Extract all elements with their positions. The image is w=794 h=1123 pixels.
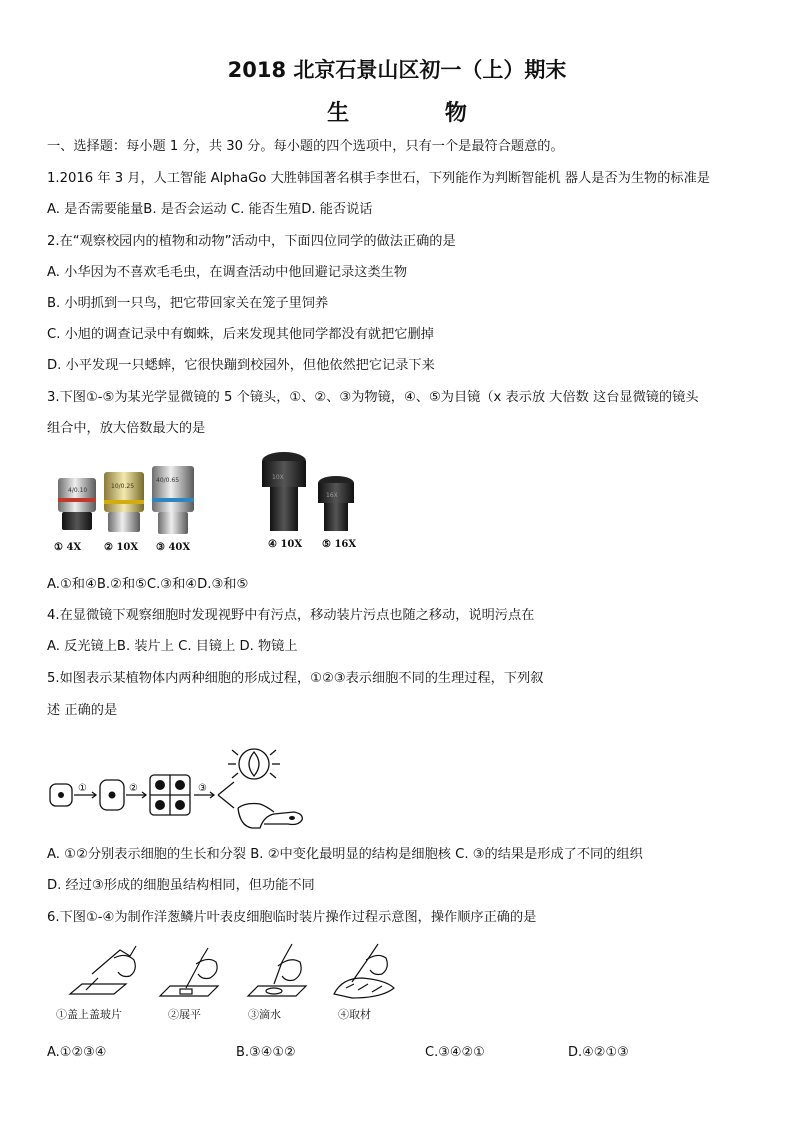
q4-stem: 4.在显微镜下观察细胞时发现视野中有污点，移动装片污点也随之移动，说明污点在 bbox=[47, 608, 535, 623]
eyepiece-lens-5-text: 16X bbox=[326, 492, 338, 499]
eyepiece-lens-5 bbox=[318, 476, 354, 531]
step-label-3: ③滴水 bbox=[248, 1008, 281, 1021]
q3-stem-line2: 组合中，放大倍数最大的是 bbox=[47, 421, 206, 436]
step-4-take-material bbox=[334, 944, 394, 998]
q6-option-c: C.③④②① bbox=[425, 1045, 485, 1060]
q2-option-c: C. 小旭的调查记录中有蜘蛛，后来发现其他同学都没有就把它删掉 bbox=[47, 327, 434, 342]
q3-stem-line1: 3.下图①-⑤为某光学显微镜的 5 个镜头，①、②、③为物镜，④、⑤为目镜（x 表示放 大倍数 这台显微镜的镜头 bbox=[47, 390, 699, 405]
q6-option-b: B.③④①② bbox=[236, 1045, 296, 1060]
step-label-1: ①盖上盖玻片 bbox=[56, 1008, 122, 1021]
cell-process-diagram bbox=[48, 742, 308, 834]
objective-lens-3 bbox=[152, 466, 194, 534]
q2-option-a: A. 小华因为不喜欢毛毛虫，在调查活动中他回避记录这类生物 bbox=[47, 265, 408, 280]
process-label-2: ② bbox=[129, 783, 138, 794]
eyepiece-lens-4 bbox=[262, 452, 306, 531]
eyepiece-lens-4-text: 10X bbox=[272, 474, 284, 481]
q5-options-abc: A. ①②分别表示细胞的生长和分裂 B. ②中变化最明显的结构是细胞核 C. ③的结果是形成了不同的组织 bbox=[47, 847, 643, 862]
q5-stem-line2: 述 正确的是 bbox=[47, 703, 118, 718]
q3-options: A.①和④B.②和⑤C.③和④D.③和⑤ bbox=[47, 577, 249, 592]
lens-label-2: ② 10X bbox=[104, 542, 139, 553]
objective-lens-3-text: 40/0.65 bbox=[156, 477, 180, 484]
objective-lens-2 bbox=[104, 472, 144, 532]
lens-label-1: ① 4X bbox=[54, 542, 82, 553]
step-3-drop-water bbox=[248, 944, 306, 996]
q2-option-d: D. 小平发现一只蟋蟀，它很快蹦到校园外，但他依然把它记录下来 bbox=[47, 358, 435, 373]
slide-prep-figure bbox=[52, 938, 404, 1024]
q1-stem: 1.2016 年 3 月，人工智能 AlphaGo 大胜韩国著名棋手李世石，下列能作为判断智能机 器人是否为生物的标准是 bbox=[47, 171, 710, 186]
objective-lens-2-text: 10/0.25 bbox=[111, 483, 135, 490]
step-label-4: ④取材 bbox=[338, 1008, 371, 1021]
process-label-3: ③ bbox=[198, 783, 207, 794]
section-heading: 一、选择题：每小题 1 分，共 30 分。每小题的四个选项中，只有一个是最符合题意的。 bbox=[47, 139, 564, 154]
objective-lenses-figure bbox=[52, 458, 198, 556]
objective-lens-1-text: 4/0.10 bbox=[68, 487, 88, 494]
process-label-1: ① bbox=[78, 783, 87, 794]
page-subtitle: 生 物 bbox=[327, 101, 511, 126]
q5-stem-line1: 5.如图表示某植物体内两种细胞的形成过程，①②③表示细胞不同的生理过程，下列叙 bbox=[47, 671, 544, 686]
page-title: 2018 北京石景山区初一（上）期末 bbox=[227, 58, 567, 82]
q1-options: A. 是否需要能量B. 是否会运动 C. 能否生殖D. 能否说话 bbox=[47, 202, 373, 217]
q6-stem: 6.下图①-④为制作洋葱鳞片叶表皮细胞临时装片操作过程示意图，操作顺序正确的是 bbox=[47, 910, 537, 925]
lens-label-4: ④ 10X bbox=[268, 539, 303, 550]
q6-option-a: A.①②③④ bbox=[47, 1045, 107, 1060]
lens-label-3: ③ 40X bbox=[156, 542, 191, 553]
q2-option-b: B. 小明抓到一只鸟，把它带回家关在笼子里饲养 bbox=[47, 296, 329, 311]
q2-stem: 2.在“观察校园内的植物和动物”活动中，下面四位同学的做法正确的是 bbox=[47, 234, 456, 249]
objective-lens-1 bbox=[58, 478, 96, 530]
step-1-cover-slip bbox=[70, 946, 136, 994]
guard-cells bbox=[228, 749, 280, 779]
q4-options: A. 反光镜上B. 装片上 C. 目镜上 D. 物镜上 bbox=[47, 639, 298, 654]
step-label-2: ②展平 bbox=[168, 1008, 201, 1021]
q5-option-d: D. 经过③形成的细胞虽结构相同，但功能不同 bbox=[47, 878, 315, 893]
eyepiece-lenses-figure bbox=[258, 449, 368, 555]
step-2-spread bbox=[160, 948, 218, 996]
q6-option-d: D.④②①③ bbox=[568, 1045, 629, 1060]
lens-label-5: ⑤ 16X bbox=[322, 539, 357, 550]
